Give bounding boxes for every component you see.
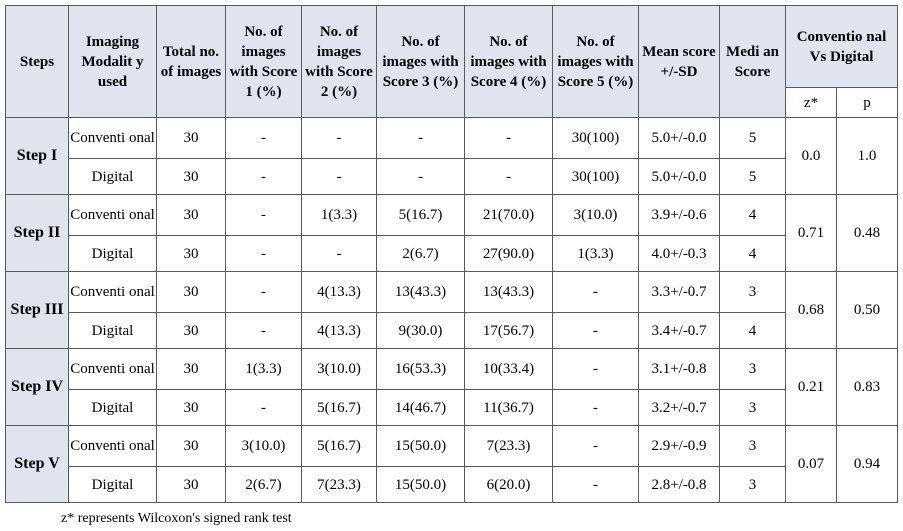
header-score-4: No. of images with Score 4 (%) [465, 6, 553, 118]
cell-p-value: 0.50 [837, 272, 898, 349]
cell-score-5: 3(10.0) [553, 195, 639, 236]
cell-modality: Conventi onal [69, 195, 157, 236]
cell-z-value: 0.07 [786, 426, 837, 503]
cell-score-3: 13(43.3) [377, 272, 465, 313]
header-p: p [837, 88, 898, 118]
cell-modality: Digital [69, 236, 157, 272]
cell-z-value: 0.68 [786, 272, 837, 349]
cell-score-3: 5(16.7) [377, 195, 465, 236]
cell-score-1: - [226, 272, 302, 313]
cell-score-5: - [553, 313, 639, 349]
cell-median: 4 [720, 236, 786, 272]
cell-total: 30 [157, 390, 226, 426]
header-median-score: Medi an Score [720, 6, 786, 118]
table-body [6, 6, 898, 503]
cell-median: 4 [720, 313, 786, 349]
header-mean-score: Mean score +/-SD [639, 6, 720, 118]
cell-score-3: - [377, 159, 465, 195]
header-total-images: Total no. of images [157, 6, 226, 118]
cell-total: 30 [157, 236, 226, 272]
cell-score-5: - [553, 426, 639, 467]
cell-modality: Digital [69, 159, 157, 195]
table-row [6, 195, 898, 236]
cell-modality: Conventi onal [69, 426, 157, 467]
cell-total: 30 [157, 118, 226, 159]
cell-modality: Digital [69, 390, 157, 426]
table-row [6, 159, 898, 195]
cell-score-2: 5(16.7) [302, 426, 377, 467]
cell-score-5: - [553, 349, 639, 390]
cell-score-4: 21(70.0) [465, 195, 553, 236]
cell-mean: 3.9+/-0.6 [639, 195, 720, 236]
header-score-3: No. of images with Score 3 (%) [377, 6, 465, 118]
header-steps: Steps [6, 6, 69, 118]
cell-mean: 5.0+/-0.0 [639, 159, 720, 195]
cell-median: 5 [720, 118, 786, 159]
cell-score-5: 30(100) [553, 118, 639, 159]
cell-score-3: 2(6.7) [377, 236, 465, 272]
cell-mean: 5.0+/-0.0 [639, 118, 720, 159]
cell-total: 30 [157, 159, 226, 195]
cell-z-value: 0.21 [786, 349, 837, 426]
cell-score-4: 7(23.3) [465, 426, 553, 467]
cell-modality: Digital [69, 467, 157, 503]
cell-score-4: 11(36.7) [465, 390, 553, 426]
cell-total: 30 [157, 272, 226, 313]
cell-median: 3 [720, 349, 786, 390]
step-label: Step II [6, 195, 69, 272]
cell-score-1: - [226, 159, 302, 195]
cell-total: 30 [157, 195, 226, 236]
cell-score-2: 7(23.3) [302, 467, 377, 503]
cell-score-1: 3(10.0) [226, 426, 302, 467]
header-imaging-modality: Imaging Modalit y used [69, 6, 157, 118]
cell-median: 3 [720, 390, 786, 426]
cell-score-5: 30(100) [553, 159, 639, 195]
cell-mean: 4.0+/-0.3 [639, 236, 720, 272]
table-row [6, 272, 898, 313]
table-row [6, 467, 898, 503]
cell-score-4: 17(56.7) [465, 313, 553, 349]
results-table [5, 5, 898, 503]
cell-score-2: 5(16.7) [302, 390, 377, 426]
cell-score-1: 1(3.3) [226, 349, 302, 390]
cell-total: 30 [157, 426, 226, 467]
cell-score-2: 4(13.3) [302, 313, 377, 349]
cell-score-2: - [302, 236, 377, 272]
cell-modality: Conventi onal [69, 349, 157, 390]
cell-score-2: 3(10.0) [302, 349, 377, 390]
cell-score-1: - [226, 236, 302, 272]
cell-median: 3 [720, 272, 786, 313]
cell-total: 30 [157, 349, 226, 390]
cell-score-1: - [226, 313, 302, 349]
cell-score-3: - [377, 118, 465, 159]
cell-score-4: 13(43.3) [465, 272, 553, 313]
step-label: Step I [6, 118, 69, 195]
cell-score-4: - [465, 118, 553, 159]
cell-score-3: 16(53.3) [377, 349, 465, 390]
header-comparison: Conventio nal Vs Digital [786, 6, 898, 88]
header-score-5: No. of images with Score 5 (%) [553, 6, 639, 118]
cell-mean: 3.3+/-0.7 [639, 272, 720, 313]
table-row [6, 236, 898, 272]
results-table-container [5, 5, 898, 526]
cell-z-value: 0.71 [786, 195, 837, 272]
table-row [6, 313, 898, 349]
cell-score-3: 15(50.0) [377, 467, 465, 503]
cell-score-5: - [553, 272, 639, 313]
cell-score-5: 1(3.3) [553, 236, 639, 272]
cell-median: 5 [720, 159, 786, 195]
cell-median: 4 [720, 195, 786, 236]
cell-score-1: - [226, 390, 302, 426]
table-row [6, 349, 898, 390]
cell-p-value: 0.48 [837, 195, 898, 272]
cell-p-value: 0.94 [837, 426, 898, 503]
header-score-2: No. of images with Score 2 (%) [302, 6, 377, 118]
cell-score-3: 15(50.0) [377, 426, 465, 467]
header-z: z* [786, 88, 837, 118]
cell-score-1: - [226, 118, 302, 159]
cell-score-2: - [302, 159, 377, 195]
table-row [6, 426, 898, 467]
cell-score-4: 10(33.4) [465, 349, 553, 390]
cell-modality: Conventi onal [69, 272, 157, 313]
cell-mean: 3.4+/-0.7 [639, 313, 720, 349]
footnote: z* represents Wilcoxon's signed rank test [61, 511, 292, 526]
cell-mean: 3.1+/-0.8 [639, 349, 720, 390]
cell-score-2: - [302, 118, 377, 159]
cell-score-2: 1(3.3) [302, 195, 377, 236]
cell-score-1: 2(6.7) [226, 467, 302, 503]
table-row [6, 390, 898, 426]
step-label: Step IV [6, 349, 69, 426]
cell-mean: 2.8+/-0.8 [639, 467, 720, 503]
cell-median: 3 [720, 426, 786, 467]
cell-score-4: - [465, 159, 553, 195]
cell-mean: 2.9+/-0.9 [639, 426, 720, 467]
cell-score-4: 27(90.0) [465, 236, 553, 272]
cell-z-value: 0.0 [786, 118, 837, 195]
cell-score-1: - [226, 195, 302, 236]
cell-modality: Digital [69, 313, 157, 349]
cell-p-value: 1.0 [837, 118, 898, 195]
cell-score-2: 4(13.3) [302, 272, 377, 313]
cell-total: 30 [157, 313, 226, 349]
cell-score-5: - [553, 390, 639, 426]
header-row [6, 6, 898, 88]
header-score-1: No. of images with Score 1 (%) [226, 6, 302, 118]
table-row [6, 118, 898, 159]
cell-score-4: 6(20.0) [465, 467, 553, 503]
step-label: Step V [6, 426, 69, 503]
step-label: Step III [6, 272, 69, 349]
cell-total: 30 [157, 467, 226, 503]
cell-score-5: - [553, 467, 639, 503]
cell-mean: 3.2+/-0.7 [639, 390, 720, 426]
cell-p-value: 0.83 [837, 349, 898, 426]
cell-modality: Conventi onal [69, 118, 157, 159]
cell-score-3: 14(46.7) [377, 390, 465, 426]
cell-median: 3 [720, 467, 786, 503]
cell-score-3: 9(30.0) [377, 313, 465, 349]
